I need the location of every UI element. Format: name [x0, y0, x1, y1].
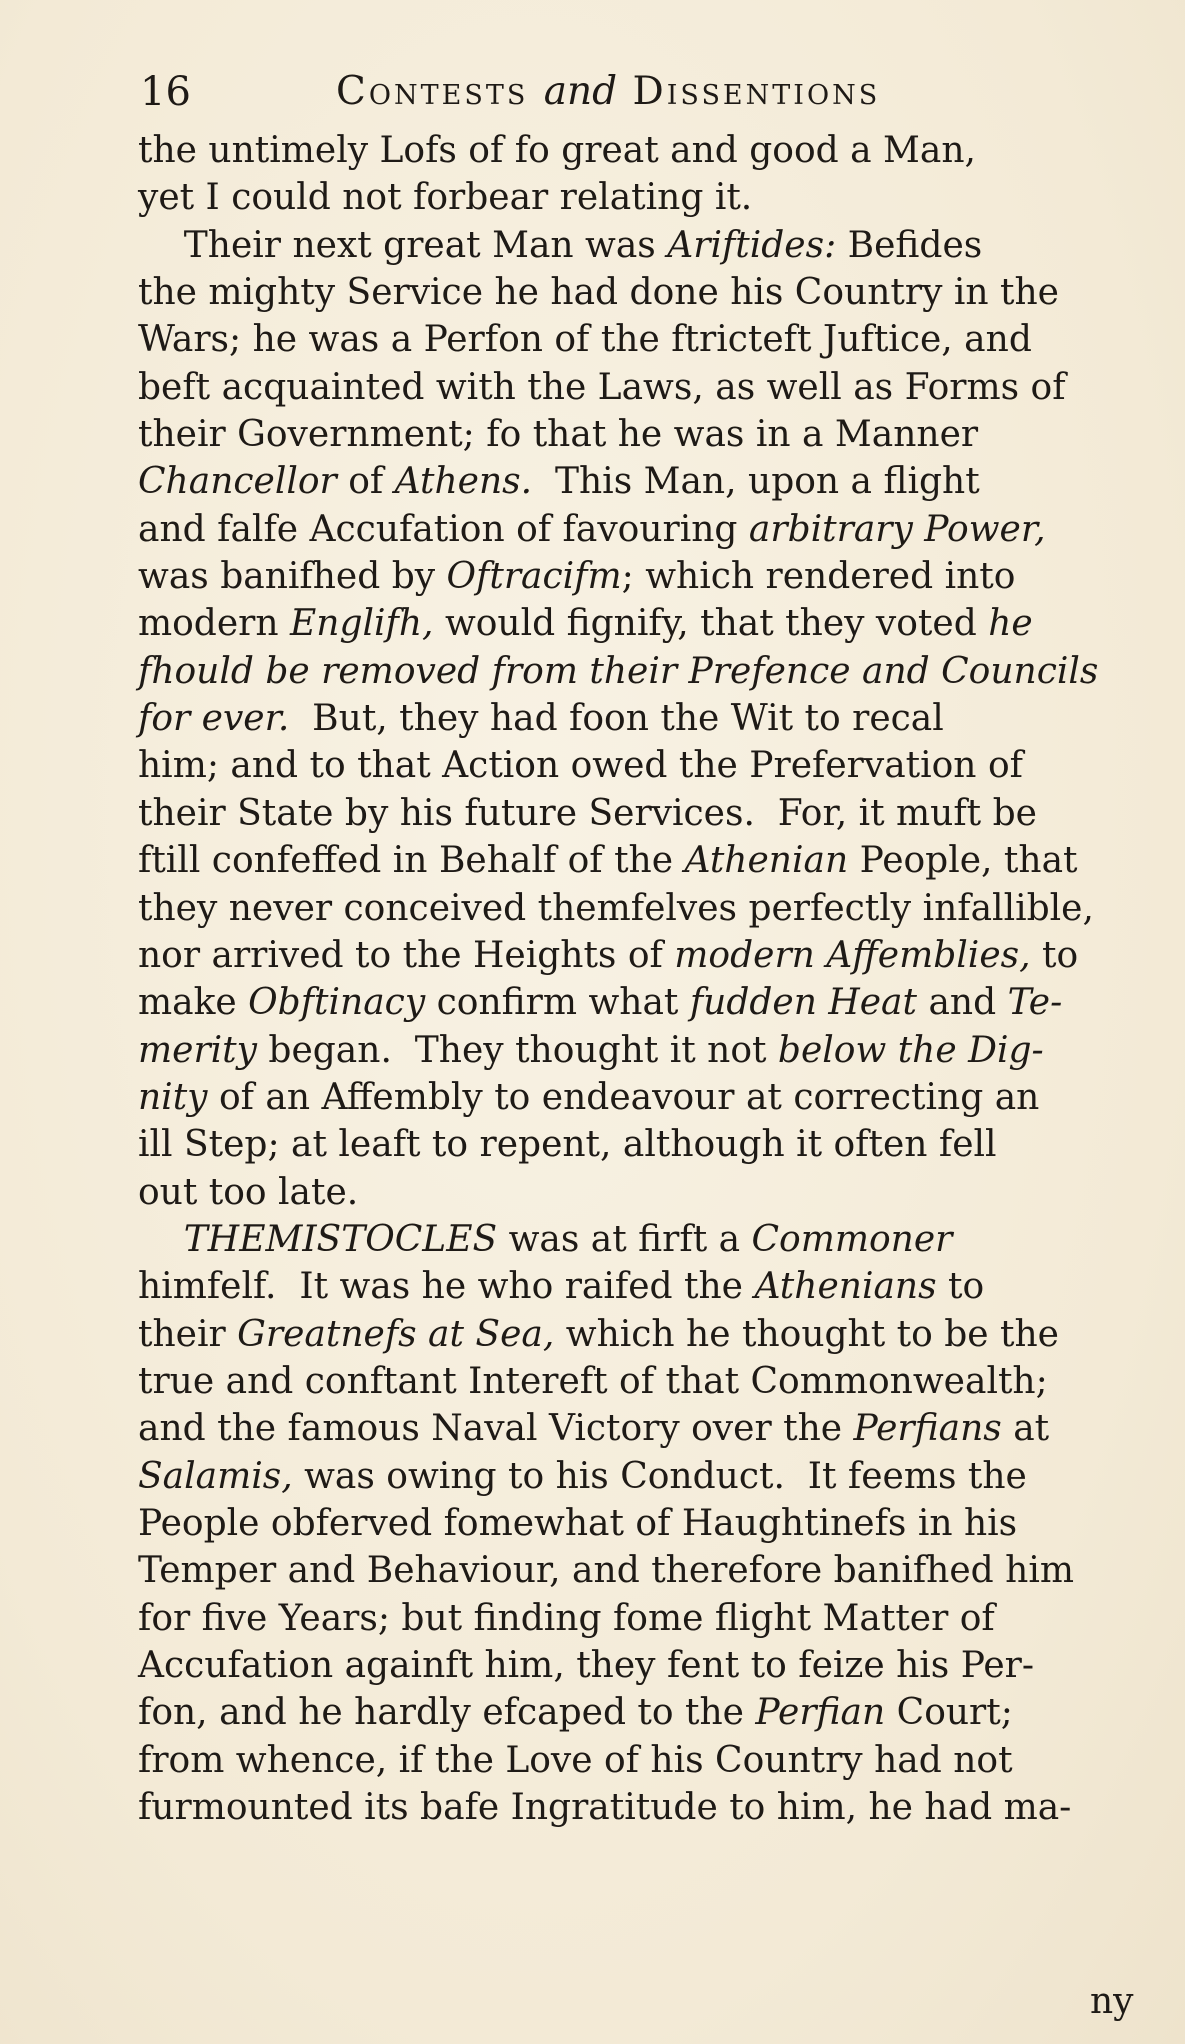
text-span — [138, 1219, 184, 1260]
italic-text: fudden Heat — [689, 982, 917, 1024]
text-span: they never conceived themfelves perfectly infallible, — [138, 887, 1094, 929]
text-span: and — [917, 982, 1008, 1024]
page-header — [140, 62, 1040, 122]
italic-text: merity — [138, 1029, 257, 1071]
text-span: confirm what — [425, 982, 690, 1024]
text-line — [138, 364, 1138, 411]
italic-text: Commoner — [751, 1218, 953, 1260]
text-line — [138, 1027, 1138, 1074]
page-number: 16 — [140, 69, 191, 115]
text-span: and falfe Accufation of favouring — [138, 508, 749, 550]
italic-text: fhould be removed from their Prefence and Councils — [138, 650, 1099, 692]
text-span: their State by his future Services. For, it muft be — [138, 792, 1037, 834]
text-span: their Government; fo that he was in a Manner — [138, 414, 979, 456]
text-line — [138, 553, 1138, 600]
text-span: at — [1001, 1408, 1050, 1450]
text-span: ftill confeffed in Behalf of the — [138, 840, 685, 882]
italic-text: arbitrary Power, — [748, 508, 1046, 550]
text-line — [138, 127, 1138, 174]
text-span: was banifhed by — [138, 556, 447, 598]
text-line — [138, 1358, 1138, 1405]
text-span: Their next great Man was — [138, 224, 668, 266]
italic-text: Oftracifm — [446, 556, 622, 598]
text-span: began. They thought it not — [256, 1029, 778, 1071]
text-line — [138, 648, 1138, 695]
text-span: was at firft a — [497, 1218, 752, 1260]
text-line — [138, 1642, 1138, 1689]
text-line — [138, 222, 1138, 269]
text-span: ; which rendered into — [621, 556, 1016, 598]
text-line — [138, 742, 1138, 789]
text-line — [138, 1689, 1138, 1736]
running-title — [336, 62, 880, 122]
text-line — [138, 411, 1138, 458]
text-span: yet I could not forbear relating it. — [138, 177, 753, 219]
italic-text: Athens. — [394, 461, 533, 503]
text-line — [138, 1263, 1138, 1310]
text-span: People obferved fomewhat of Haughtinefs in his — [138, 1502, 1018, 1544]
italic-text: Perfian — [755, 1692, 886, 1734]
text-line — [138, 979, 1138, 1026]
text-span: furmounted its bafe Ingratitude to him, he had ma- — [138, 1787, 1072, 1829]
text-line — [138, 1169, 1138, 1216]
text-line — [138, 506, 1138, 553]
text-line — [138, 1311, 1138, 1358]
text-span: the untimely Lofs of fo great and good a Man, — [138, 130, 977, 171]
text-span: fon, and he hardly efcaped to the — [138, 1692, 756, 1734]
text-span: modern — [138, 603, 290, 645]
italic-text: for ever. — [138, 698, 290, 740]
italic-text: modern Affemblies, — [674, 934, 1031, 976]
text-line — [138, 1121, 1138, 1168]
italic-text: below the Dig- — [777, 1029, 1044, 1071]
running-title-part2: Dissentions — [632, 69, 881, 114]
text-span: and the famous Naval Victory over the — [138, 1408, 854, 1450]
body-text — [138, 127, 1138, 1831]
text-span: of an Affembly to endeavour at correcting an — [207, 1076, 1040, 1118]
text-line — [138, 1216, 1138, 1263]
text-span: beft acquainted with the Laws, as well as Forms of — [138, 366, 1066, 408]
italic-text: Ariftides: — [667, 224, 837, 266]
text-line — [138, 1405, 1138, 1452]
italic-text: he — [988, 603, 1033, 645]
text-line — [138, 269, 1138, 316]
italic-text: Te- — [1007, 982, 1063, 1024]
text-span: their — [138, 1313, 238, 1355]
italic-text: Salamis, — [138, 1455, 293, 1497]
italic-text: Greatnefs at Sea, — [237, 1313, 555, 1355]
catchword: ny — [1090, 1981, 1134, 2022]
running-title-and: and — [543, 69, 618, 114]
italic-text: Athenians — [754, 1266, 937, 1308]
text-span: But, they had foon the Wit to recal — [289, 698, 944, 740]
italic-text: nity — [138, 1076, 208, 1118]
text-line — [138, 1547, 1138, 1594]
italic-text: Athenian — [684, 840, 849, 882]
italic-text: Perfians — [853, 1408, 1002, 1450]
text-span: to — [1030, 934, 1079, 976]
text-span: was owing to his Conduct. It feems the — [292, 1455, 1027, 1497]
text-span: him; and to that Action owed the Prefervation of — [138, 745, 1023, 787]
italic-text: Englifh, — [290, 603, 434, 645]
text-span: make — [138, 982, 249, 1024]
text-span: would fignify, that they voted — [433, 603, 989, 645]
text-span: ill Step; at leaft to repent, although it often fell — [138, 1124, 997, 1166]
text-line — [138, 885, 1138, 932]
text-span: for five Years; but finding fome flight Matter of — [138, 1597, 995, 1639]
text-line — [138, 837, 1138, 884]
text-span: Wars; he was a Perfon of the ftricteft Juftice, and — [138, 319, 1032, 361]
text-span: Accufation againft him, they fent to feize his Per- — [138, 1645, 1035, 1686]
text-span: true and conftant Intereft of that Commonwealth; — [138, 1360, 1048, 1402]
text-span: the mighty Service he had done his Country in the — [138, 272, 1059, 314]
italic-text: Chancellor — [138, 461, 337, 503]
text-span: from whence, if the Love of his Country had not — [138, 1739, 1013, 1781]
text-line — [138, 695, 1138, 742]
text-span: Temper and Behaviour, and therefore banifhed him — [138, 1550, 1074, 1592]
text-line — [138, 1784, 1138, 1831]
text-line — [138, 600, 1138, 647]
text-span: of — [336, 461, 395, 503]
text-line — [138, 458, 1138, 505]
text-span: out too late. — [138, 1171, 359, 1213]
italic-text: Obftinacy — [248, 982, 426, 1024]
italic-text: THEMISTOCLES — [183, 1218, 498, 1260]
text-span: This Man, upon a flight — [532, 461, 980, 503]
text-span: which he thought to be the — [554, 1313, 1059, 1355]
text-span: Court; — [885, 1692, 1013, 1734]
text-span: himfelf. It was he who raifed the — [138, 1266, 755, 1308]
text-line — [138, 316, 1138, 363]
text-line — [138, 1074, 1138, 1121]
text-span: People, that — [848, 840, 1078, 882]
text-line — [138, 1453, 1138, 1500]
text-line — [138, 932, 1138, 979]
text-line — [138, 790, 1138, 837]
text-span: Befides — [836, 224, 983, 266]
text-span: nor arrived to the Heights of — [138, 934, 675, 976]
text-line — [138, 1737, 1138, 1784]
text-line — [138, 1500, 1138, 1547]
text-line — [138, 174, 1138, 221]
text-span: to — [936, 1266, 985, 1308]
text-line — [138, 1595, 1138, 1642]
running-title-part1: Contests — [336, 69, 529, 114]
